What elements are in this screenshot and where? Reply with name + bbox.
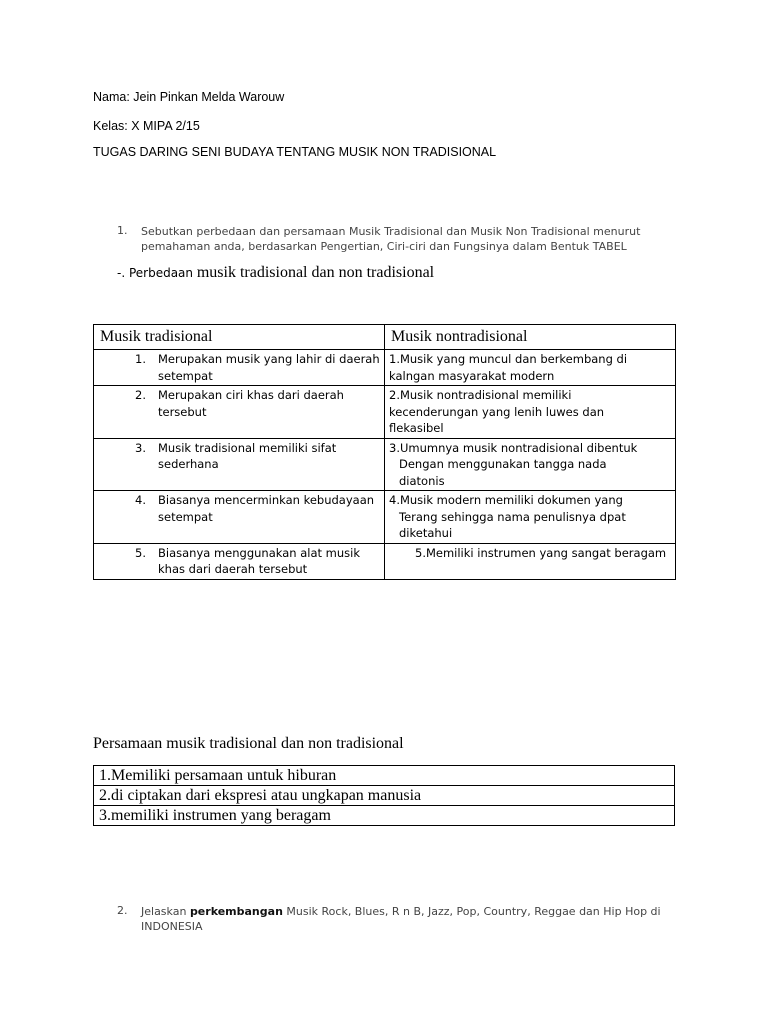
item-line: kecenderungan yang lenih luwes dan <box>389 404 605 419</box>
question-2-text <box>141 904 681 934</box>
item-line: 5.Memiliki instrumen yang sangat beragam <box>415 545 667 560</box>
item-line: Dengan menggunakan tangga nada <box>399 457 607 471</box>
table-row <box>94 491 676 544</box>
nontraditional-cell <box>385 543 676 579</box>
traditional-cell <box>94 438 385 491</box>
question-1-number: 1. <box>117 224 128 237</box>
similarity-table <box>93 765 675 826</box>
item-line: diatonis <box>399 473 445 488</box>
table-row <box>94 766 675 786</box>
item-line: 3.Umumnya musik nontradisional dibentuk <box>389 440 638 455</box>
nontraditional-cell <box>385 438 676 491</box>
similarity-cell: 2.di ciptakan dari ekspresi atau ungkapan manusia <box>94 786 675 806</box>
perbedaan-prefix: -. Perbedaan <box>117 266 197 280</box>
traditional-cell <box>94 543 385 579</box>
nontraditional-cell <box>385 386 676 439</box>
student-class: Kelas: X MIPA 2/15 <box>93 119 200 133</box>
question-1 <box>117 224 687 256</box>
traditional-cell <box>94 386 385 439</box>
assignment-title: TUGAS DARING SENI BUDAYA TENTANG MUSIK NON TRADISIONAL <box>93 145 497 159</box>
table-row <box>94 786 675 806</box>
student-name: Nama: Jein Pinkan Melda Warouw <box>93 90 285 104</box>
item-number: 5. <box>135 545 146 560</box>
item-line: flekasibel <box>389 421 444 435</box>
similarity-cell: 1.Memiliki persamaan untuk hiburan <box>94 766 675 786</box>
item-number: 3. <box>135 440 146 455</box>
table-row <box>94 350 676 386</box>
perbedaan-main: musik tradisional dan non tradisional <box>196 264 435 281</box>
question-2-text-bold: perkembangan <box>189 905 283 918</box>
column-header-traditional: Musik tradisional <box>94 325 385 350</box>
nontraditional-cell <box>385 491 676 544</box>
item-line: 2.Musik nontradisional memiliki <box>389 388 572 402</box>
perbedaan-heading <box>117 264 434 282</box>
item-number: 4. <box>135 493 146 507</box>
item-text: Merupakan musik yang lahir di daerah setempat <box>158 352 380 383</box>
question-2-text-after: Musik Rock, Blues, R n B, Jazz, Pop, Country, Reggae dan Hip Hop di INDONESIA <box>141 905 661 933</box>
question-2-number: 2. <box>117 904 128 917</box>
traditional-cell <box>94 350 385 386</box>
item-text: Biasanya mencerminkan kebudayaan setempat <box>158 493 375 524</box>
similarity-cell: 3.memiliki instrumen yang beragam <box>94 806 675 826</box>
column-header-nontraditional: Musik nontradisional <box>385 325 676 350</box>
table-row <box>94 438 676 491</box>
item-line: kalngan masyarakat modern <box>389 368 555 383</box>
difference-table <box>93 324 676 580</box>
nontraditional-cell <box>385 350 676 386</box>
item-number: 1. <box>135 352 146 366</box>
item-number: 2. <box>135 388 146 402</box>
table-row <box>94 806 675 826</box>
table-row <box>94 543 676 579</box>
item-text: Merupakan ciri khas dari daerah tersebut <box>158 388 344 419</box>
traditional-cell <box>94 491 385 544</box>
item-line: 4.Musik modern memiliki dokumen yang <box>389 493 623 507</box>
item-text: Biasanya menggunakan alat musik khas dari daerah tersebut <box>158 545 360 576</box>
item-text: Musik tradisional memiliki sifat sederhana <box>158 440 337 471</box>
question-2 <box>117 904 687 936</box>
item-line: Terang sehingga nama penulisnya dpat <box>399 509 626 524</box>
question-2-text-before: Jelaskan <box>141 905 190 918</box>
question-1-text: Sebutkan perbedaan dan persamaan Musik Tradisional dan Musik Non Tradisional menurut pemahaman anda, berdasarkan Pengertian, Ciri-ciri dan Fungsinya dalam Bentuk TABEL <box>141 225 641 253</box>
difference-table-header <box>94 325 676 350</box>
item-line: diketahui <box>399 526 453 540</box>
item-line: 1.Musik yang muncul dan berkembang di <box>389 352 628 366</box>
persamaan-heading: Persamaan musik tradisional dan non tradisional <box>93 735 404 752</box>
table-row <box>94 386 676 439</box>
